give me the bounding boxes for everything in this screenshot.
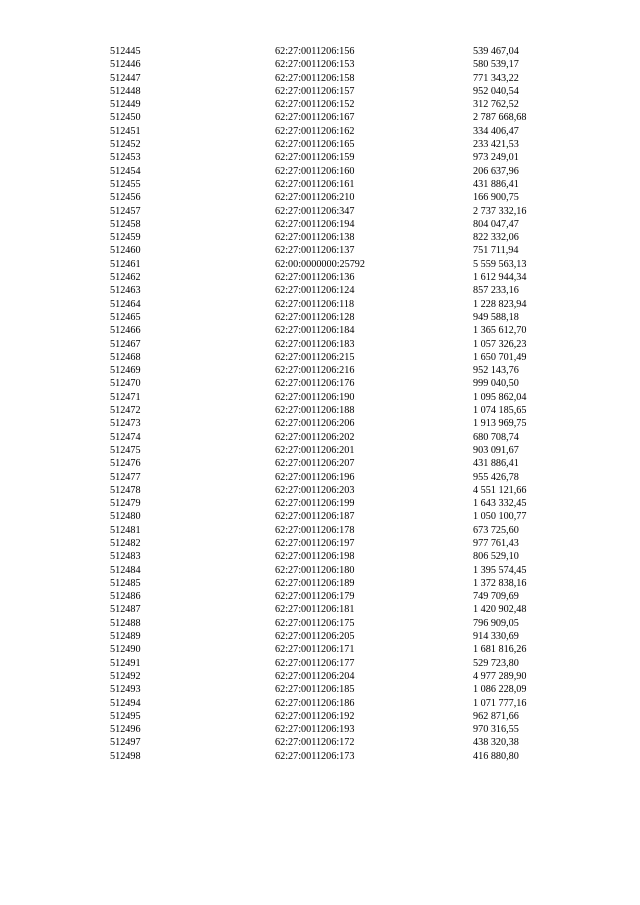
row-number-cell: 512497 [110, 737, 141, 749]
row-number-cell: 512484 [110, 564, 141, 576]
cadastral-number-cell: 62:27:0011206:205 [275, 631, 355, 643]
cadastral-number-cell: 62:00:0000000:25792 [275, 258, 365, 270]
cadastral-number-cell: 62:27:0011206:179 [275, 591, 355, 603]
cadastral-number-cell: 62:27:0011206:152 [275, 99, 355, 111]
row-number-cell: 512474 [110, 431, 141, 443]
table-row [0, 391, 640, 404]
cadastral-number-cell: 62:27:0011206:171 [275, 644, 355, 656]
cadastral-number-cell: 62:27:0011206:124 [275, 285, 355, 297]
row-number-cell: 512466 [110, 325, 141, 337]
row-number-cell: 512475 [110, 444, 141, 456]
value-cell: 1 365 612,70 [473, 325, 527, 337]
table-row [0, 138, 640, 151]
table-row [0, 111, 640, 124]
cadastral-number-cell: 62:27:0011206:196 [275, 471, 355, 483]
table-row [0, 497, 640, 510]
cadastral-number-cell: 62:27:0011206:206 [275, 418, 355, 430]
cadastral-number-cell: 62:27:0011206:193 [275, 724, 355, 736]
table-row [0, 444, 640, 457]
value-cell: 1 372 838,16 [473, 577, 527, 589]
row-number-cell: 512452 [110, 139, 141, 151]
cadastral-number-cell: 62:27:0011206:204 [275, 670, 355, 682]
cadastral-number-cell: 62:27:0011206:188 [275, 405, 355, 417]
value-cell: 1 071 777,16 [473, 697, 527, 709]
cadastral-number-cell: 62:27:0011206:176 [275, 378, 355, 390]
value-cell: 166 900,75 [473, 192, 519, 204]
cadastral-number-cell: 62:27:0011206:175 [275, 617, 355, 629]
cadastral-number-cell: 62:27:0011206:216 [275, 365, 355, 377]
table-row [0, 510, 640, 523]
cadastral-number-cell: 62:27:0011206:158 [275, 72, 355, 84]
row-number-cell: 512461 [110, 258, 141, 270]
cadastral-number-cell: 62:27:0011206:128 [275, 311, 355, 323]
value-cell: 1 395 574,45 [473, 564, 527, 576]
row-number-cell: 512488 [110, 617, 141, 629]
table-row [0, 484, 640, 497]
table-row [0, 125, 640, 138]
table-row [0, 191, 640, 204]
value-cell: 1 643 332,45 [473, 498, 527, 510]
row-number-cell: 512458 [110, 218, 141, 230]
cadastral-number-cell: 62:27:0011206:136 [275, 272, 355, 284]
table-row [0, 736, 640, 749]
cadastral-number-cell: 62:27:0011206:138 [275, 232, 355, 244]
row-number-cell: 512483 [110, 551, 141, 563]
row-number-cell: 512489 [110, 631, 141, 643]
value-cell: 438 320,38 [473, 737, 519, 749]
value-cell: 416 880,80 [473, 750, 519, 762]
table-row [0, 324, 640, 337]
row-number-cell: 512479 [110, 498, 141, 510]
value-cell: 1 086 228,09 [473, 684, 527, 696]
value-cell: 857 233,16 [473, 285, 519, 297]
cadastral-number-cell: 62:27:0011206:157 [275, 85, 355, 97]
row-number-cell: 512446 [110, 59, 141, 71]
table-row [0, 417, 640, 430]
row-number-cell: 512491 [110, 657, 141, 669]
table-row [0, 244, 640, 257]
cadastral-number-cell: 62:27:0011206:194 [275, 218, 355, 230]
cadastral-number-cell: 62:27:0011206:180 [275, 564, 355, 576]
table-row [0, 178, 640, 191]
cadastral-number-cell: 62:27:0011206:159 [275, 152, 355, 164]
value-cell: 949 588,18 [473, 311, 519, 323]
cadastral-number-cell: 62:27:0011206:190 [275, 391, 355, 403]
value-cell: 973 249,01 [473, 152, 519, 164]
value-cell: 4 977 289,90 [473, 670, 527, 682]
row-number-cell: 512445 [110, 46, 141, 57]
table-row [0, 85, 640, 98]
table-row [0, 723, 640, 736]
table-row [0, 471, 640, 484]
table-row [0, 58, 640, 71]
row-number-cell: 512471 [110, 391, 141, 403]
value-cell: 673 725,60 [473, 524, 519, 536]
cadastral-number-cell: 62:27:0011206:347 [275, 205, 355, 217]
row-number-cell: 512469 [110, 365, 141, 377]
row-number-cell: 512465 [110, 311, 141, 323]
cadastral-number-cell: 62:27:0011206:165 [275, 139, 355, 151]
table-row [0, 457, 640, 470]
value-cell: 1 057 326,23 [473, 338, 527, 350]
value-cell: 822 332,06 [473, 232, 519, 244]
value-cell: 1 074 185,65 [473, 405, 527, 417]
row-number-cell: 512459 [110, 232, 141, 244]
table-row [0, 151, 640, 164]
cadastral-number-cell: 62:27:0011206:160 [275, 165, 355, 177]
value-cell: 2 787 668,68 [473, 112, 527, 124]
table-row [0, 311, 640, 324]
table-row [0, 710, 640, 723]
row-number-cell: 512463 [110, 285, 141, 297]
cadastral-number-cell: 62:27:0011206:167 [275, 112, 355, 124]
row-number-cell: 512468 [110, 351, 141, 363]
table-row [0, 205, 640, 218]
table-row [0, 564, 640, 577]
row-number-cell: 512486 [110, 591, 141, 603]
value-cell: 999 040,50 [473, 378, 519, 390]
value-cell: 1 420 902,48 [473, 604, 527, 616]
row-number-cell: 512496 [110, 724, 141, 736]
row-number-cell: 512473 [110, 418, 141, 430]
row-number-cell: 512460 [110, 245, 141, 257]
cadastral-number-cell: 62:27:0011206:177 [275, 657, 355, 669]
cadastral-number-cell: 62:27:0011206:199 [275, 498, 355, 510]
value-cell: 1 681 816,26 [473, 644, 527, 656]
row-number-cell: 512450 [110, 112, 141, 124]
table-row [0, 377, 640, 390]
cadastral-number-cell: 62:27:0011206:210 [275, 192, 355, 204]
table-row [0, 697, 640, 710]
value-cell: 1 228 823,94 [473, 298, 527, 310]
cadastral-number-cell: 62:27:0011206:162 [275, 125, 355, 137]
table-row [0, 643, 640, 656]
table-row [0, 537, 640, 550]
table-row [0, 524, 640, 537]
value-cell: 1 913 969,75 [473, 418, 527, 430]
row-number-cell: 512454 [110, 165, 141, 177]
table-row [0, 431, 640, 444]
row-number-cell: 512498 [110, 750, 141, 762]
table-row [0, 45, 640, 58]
value-cell: 680 708,74 [473, 431, 519, 443]
value-cell: 431 886,41 [473, 178, 519, 190]
row-number-cell: 512457 [110, 205, 141, 217]
row-number-cell: 512472 [110, 405, 141, 417]
row-number-cell: 512478 [110, 484, 141, 496]
table-row [0, 284, 640, 297]
row-number-cell: 512480 [110, 511, 141, 523]
table-row [0, 72, 640, 85]
row-number-cell: 512495 [110, 710, 141, 722]
value-cell: 431 886,41 [473, 458, 519, 470]
row-number-cell: 512449 [110, 99, 141, 111]
table-row [0, 258, 640, 271]
cadastral-number-cell: 62:27:0011206:198 [275, 551, 355, 563]
cadastral-number-cell: 62:27:0011206:189 [275, 577, 355, 589]
row-number-cell: 512493 [110, 684, 141, 696]
table-row [0, 165, 640, 178]
row-number-cell: 512481 [110, 524, 141, 536]
row-number-cell: 512462 [110, 272, 141, 284]
value-cell: 796 909,05 [473, 617, 519, 629]
value-cell: 977 761,43 [473, 537, 519, 549]
value-cell: 749 709,69 [473, 591, 519, 603]
cadastral-number-cell: 62:27:0011206:137 [275, 245, 355, 257]
value-cell: 771 343,22 [473, 72, 519, 84]
value-cell: 962 871,66 [473, 710, 519, 722]
table-row [0, 98, 640, 111]
row-number-cell: 512482 [110, 537, 141, 549]
table-row [0, 617, 640, 630]
value-cell: 1 050 100,77 [473, 511, 527, 523]
cadastral-number-cell: 62:27:0011206:161 [275, 178, 355, 190]
value-cell: 751 711,94 [473, 245, 519, 257]
table-row [0, 550, 640, 563]
value-cell: 233 421,53 [473, 139, 519, 151]
data-table [0, 45, 640, 763]
table-row [0, 338, 640, 351]
value-cell: 804 047,47 [473, 218, 519, 230]
row-number-cell: 512453 [110, 152, 141, 164]
table-row [0, 218, 640, 231]
cadastral-number-cell: 62:27:0011206:181 [275, 604, 355, 616]
table-row [0, 351, 640, 364]
value-cell: 955 426,78 [473, 471, 519, 483]
cadastral-number-cell: 62:27:0011206:184 [275, 325, 355, 337]
value-cell: 1 095 862,04 [473, 391, 527, 403]
row-number-cell: 512476 [110, 458, 141, 470]
cadastral-number-cell: 62:27:0011206:215 [275, 351, 355, 363]
value-cell: 952 040,54 [473, 85, 519, 97]
row-number-cell: 512490 [110, 644, 141, 656]
value-cell: 914 330,69 [473, 631, 519, 643]
row-number-cell: 512492 [110, 670, 141, 682]
row-number-cell: 512467 [110, 338, 141, 350]
value-cell: 312 762,52 [473, 99, 519, 111]
cadastral-number-cell: 62:27:0011206:201 [275, 444, 355, 456]
row-number-cell: 512485 [110, 577, 141, 589]
value-cell: 806 529,10 [473, 551, 519, 563]
cadastral-number-cell: 62:27:0011206:186 [275, 697, 355, 709]
table-row [0, 404, 640, 417]
cadastral-number-cell: 62:27:0011206:197 [275, 537, 355, 549]
table-row [0, 750, 640, 763]
value-cell: 580 539,17 [473, 59, 519, 71]
row-number-cell: 512470 [110, 378, 141, 390]
cadastral-number-cell: 62:27:0011206:172 [275, 737, 355, 749]
value-cell: 1 650 701,49 [473, 351, 527, 363]
cadastral-number-cell: 62:27:0011206:207 [275, 458, 355, 470]
table-row [0, 298, 640, 311]
row-number-cell: 512487 [110, 604, 141, 616]
cadastral-number-cell: 62:27:0011206:153 [275, 59, 355, 71]
value-cell: 903 091,67 [473, 444, 519, 456]
row-number-cell: 512464 [110, 298, 141, 310]
table-row [0, 271, 640, 284]
table-row [0, 364, 640, 377]
cadastral-number-cell: 62:27:0011206:183 [275, 338, 355, 350]
cadastral-number-cell: 62:27:0011206:178 [275, 524, 355, 536]
table-row [0, 670, 640, 683]
row-number-cell: 512447 [110, 72, 141, 84]
cadastral-number-cell: 62:27:0011206:202 [275, 431, 355, 443]
value-cell: 2 737 332,16 [473, 205, 527, 217]
row-number-cell: 512455 [110, 178, 141, 190]
cadastral-number-cell: 62:27:0011206:187 [275, 511, 355, 523]
cadastral-number-cell: 62:27:0011206:156 [275, 46, 355, 57]
table-row [0, 603, 640, 616]
value-cell: 539 467,04 [473, 46, 519, 57]
cadastral-number-cell: 62:27:0011206:192 [275, 710, 355, 722]
row-number-cell: 512451 [110, 125, 141, 137]
row-number-cell: 512477 [110, 471, 141, 483]
table-row [0, 683, 640, 696]
value-cell: 5 559 563,13 [473, 258, 527, 270]
value-cell: 1 612 944,34 [473, 272, 527, 284]
row-number-cell: 512448 [110, 85, 141, 97]
value-cell: 334 406,47 [473, 125, 519, 137]
table-row [0, 630, 640, 643]
value-cell: 206 637,96 [473, 165, 519, 177]
row-number-cell: 512494 [110, 697, 141, 709]
value-cell: 529 723,80 [473, 657, 519, 669]
cadastral-number-cell: 62:27:0011206:203 [275, 484, 355, 496]
row-number-cell: 512456 [110, 192, 141, 204]
cadastral-number-cell: 62:27:0011206:185 [275, 684, 355, 696]
table-row [0, 231, 640, 244]
value-cell: 970 316,55 [473, 724, 519, 736]
value-cell: 952 143,76 [473, 365, 519, 377]
cadastral-number-cell: 62:27:0011206:118 [275, 298, 355, 310]
table-row [0, 657, 640, 670]
table-row [0, 577, 640, 590]
table-row [0, 590, 640, 603]
value-cell: 4 551 121,66 [473, 484, 527, 496]
cadastral-number-cell: 62:27:0011206:173 [275, 750, 355, 762]
